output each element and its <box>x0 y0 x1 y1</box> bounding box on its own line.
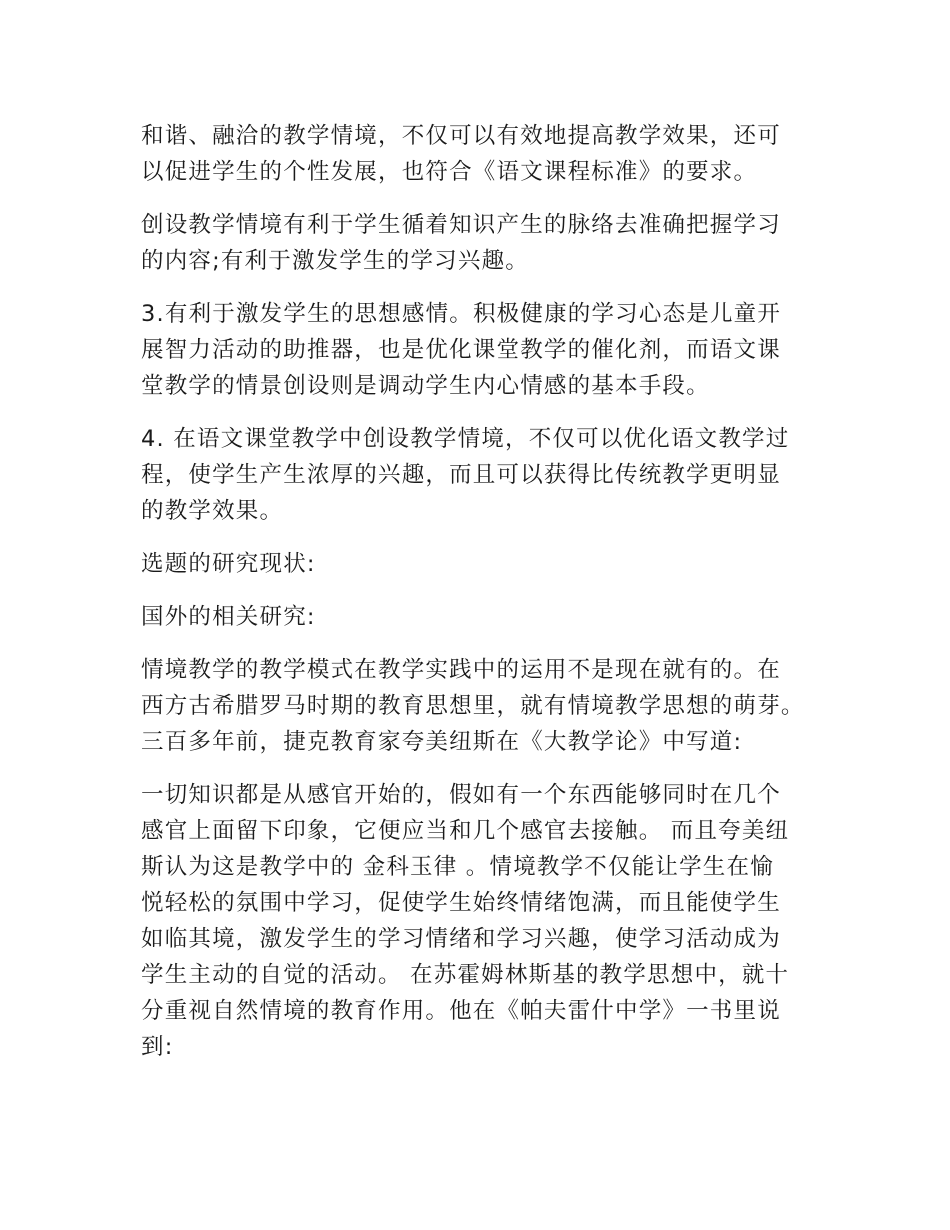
text-line: 情境教学的教学模式在教学实践中的运用不是现在就有的。在 <box>141 657 781 683</box>
text-line: 堂教学的情景创设则是调动学生内心情感的基本手段。 <box>141 373 710 399</box>
text-line: 到: <box>141 1034 174 1060</box>
text-line: 选题的研究现状: <box>141 551 316 577</box>
text-line: 展智力活动的助推器，也是优化课堂教学的催化剂，而语文课 <box>141 337 781 363</box>
paragraph-creating-situation <box>141 207 809 279</box>
text-line: 西方古希腊罗马时期的教育思想里，就有情境教学思想的萌芽。 <box>141 693 805 719</box>
text-line: 以促进学生的个性发展，也符合《语文课程标准》的要求。 <box>141 159 758 185</box>
text-line: 程，使学生产生浓厚的兴趣，而且可以获得比传统教学更明显 <box>141 462 781 488</box>
text-line: 3.有利于激发学生的思想感情。积极健康的学习心态是儿童开 <box>141 301 782 327</box>
document-body <box>141 118 809 1082</box>
text-line: 分重视自然情境的教育作用。他在《帕夫雷什中学》一书里说 <box>141 998 781 1024</box>
text-line: 三百多年前，捷克教育家夸美纽斯在《大教学论》中写道: <box>141 729 743 755</box>
text-line: 斯认为这是教学中的 金科玉律 。情境教学不仅能让学生在愉 <box>141 854 774 880</box>
paragraph-point-3 <box>141 296 809 404</box>
text-line: 创设教学情境有利于学生循着知识产生的脉络去准确把握学习 <box>141 212 781 238</box>
text-line: 学生主动的自觉的活动。 在苏霍姆林斯基的教学思想中，就十 <box>141 962 790 988</box>
text-line: 悦轻松的氛围中学习，促使学生始终情绪饱满，而且能使学生 <box>141 890 781 916</box>
paragraph-comenius-quote <box>141 777 809 1065</box>
text-line: 的内容;有利于激发学生的学习兴趣。 <box>141 248 529 274</box>
text-line: 一切知识都是从感官开始的，假如有一个东西能够同时在几个 <box>141 782 781 808</box>
text-line: 的教学效果。 <box>141 498 284 524</box>
text-line: 如临其境，激发学生的学习情绪和学习兴趣，使学习活动成为 <box>141 926 781 952</box>
text-line: 和谐、融洽的教学情境，不仅可以有效地提高教学效果，还可 <box>141 123 781 149</box>
paragraph-point-4 <box>141 421 809 529</box>
paragraph-history <box>141 652 809 760</box>
paragraph-teaching-situation <box>141 118 809 190</box>
text-line: 4. 在语文课堂教学中创设教学情境，不仅可以优化语文教学过 <box>141 426 790 452</box>
text-line: 国外的相关研究: <box>141 604 316 630</box>
heading-foreign-research <box>141 599 809 635</box>
heading-research-status <box>141 546 809 582</box>
text-line: 感官上面留下印象，它便应当和几个感官去接触。 而且夸美纽 <box>141 818 790 844</box>
